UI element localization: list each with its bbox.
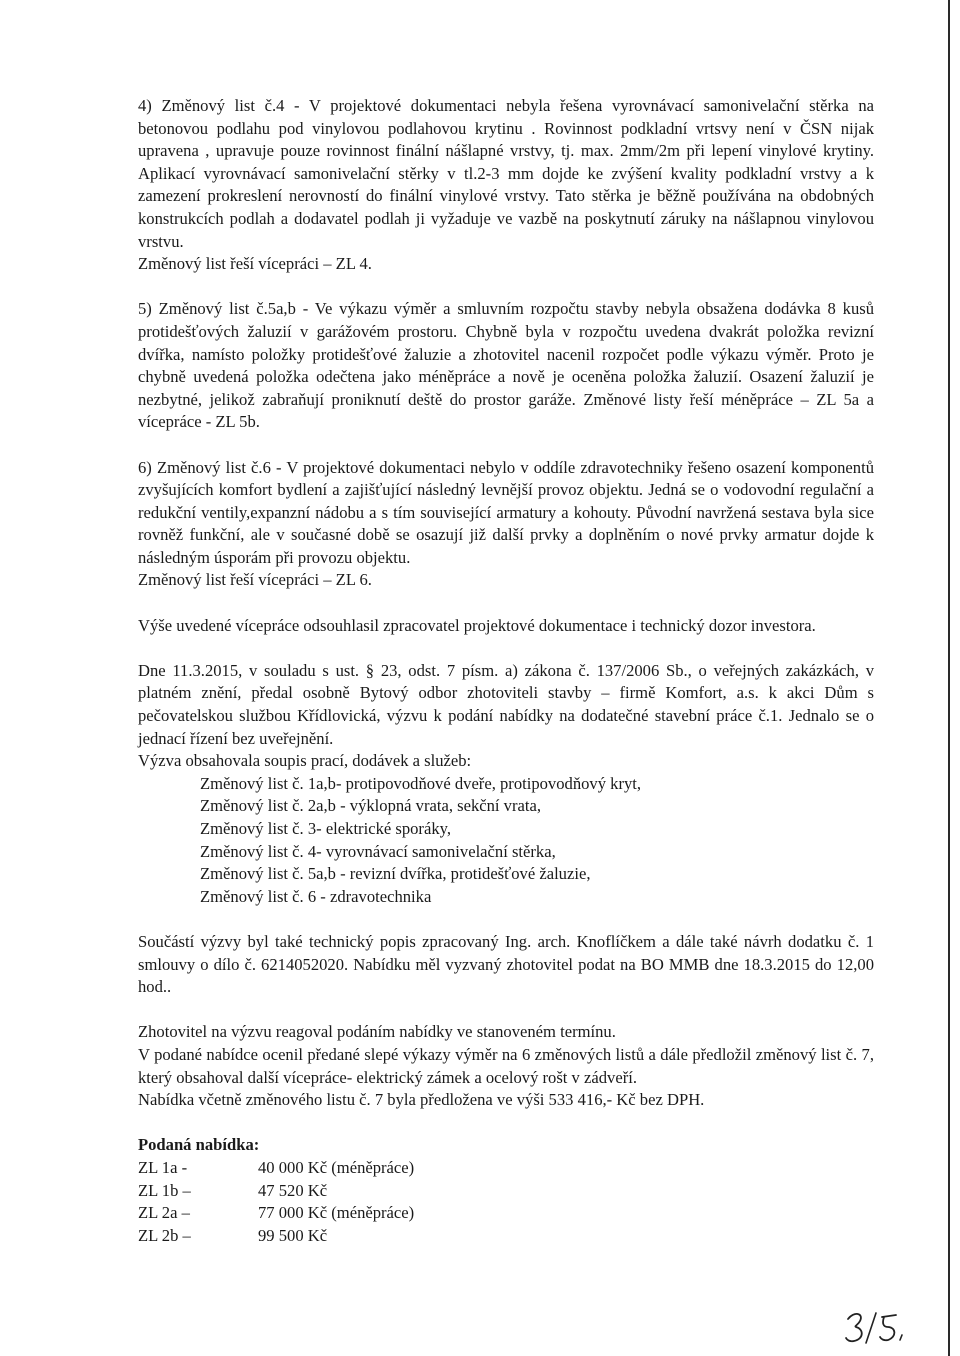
table-row [138, 1180, 414, 1203]
paragraph-reakce-1: Zhotovitel na výzvu reagoval podáním nabídky ve stanoveném termínu. [138, 1022, 616, 1042]
table-row [138, 1225, 414, 1248]
paragraph-reakce-3: Nabídka včetně změnového listu č. 7 byla předložena ve výši 533 416,- Kč bez DPH. [138, 1090, 705, 1110]
offer-value: 47 520 Kč [258, 1180, 328, 1200]
paragraph-zl4-footer: Změnový list řeší vícepráci – ZL 4. [138, 254, 372, 274]
table-row [138, 1157, 414, 1180]
paragraph-reakce-2: V podané nabídce ocenil předané slepé výkazy výměr na 6 změnových listů a dále předložil změnový list č. 7, který obsahoval další vícepráce- elektrický zámek a ocelový rošt v zádveří. [138, 1044, 874, 1087]
list-item: Změnový list č. 1a,b- protipovodňové dveře, protipovodňový kryt, [200, 773, 642, 793]
paragraph-approval: Výše uvedené vícepráce odsouhlasil zpracovatel projektové dokumentace i technický dozor investora. [138, 615, 816, 635]
offer-label: ZL 2b – [138, 1225, 191, 1245]
scan-edge-line [948, 0, 950, 1356]
list-item: Změnový list č. 5a,b - revizní dvířka, protidešťové žaluzie, [200, 864, 591, 884]
offer-value: 99 500 Kč [258, 1225, 328, 1245]
paragraph-zl4: 4) Změnový list č.4 - V projektové dokumentaci nebyla řešena vyrovnávací samonivelační stěrka na betonovou podlahu pod vinylovou podlahovou krytinu . Rovinnost podkladní vrtsvy není v ČSN nijak upravena , upravuje pouze rovinnost finální nášlapné vrstvy, tj. max. 2mm/2m při lepení vinylové krytiny. Aplikací vyrovnávací samonivelační stěrky v tl.2-3 mm dojde ke zvýšení kvality podkladní vrstvy a k zamezení prokreslení nerovností do finální vinylové vrstvy. Tato stěrka je běžně používána na obdobných konstrukcích podlah a dodavatel podlah ji vyžaduje ve vazbě na poskytnutí záruky na nášlapnou vinylovou vrstvu. [138, 96, 874, 251]
paragraph-zl6: 6) Změnový list č.6 - V projektové dokumentaci nebylo v oddíle zdravotechniky řešeno osazení komponentů zvyšujících komfort bydlení a zajišťující následný levnější provoz objektu. Jedná se o vodovodní regulační a redukční ventily,expanzní nádobu a s tím související armatury a kohouty. Původní navržená sestava byla sice rovněž funkční, ale v současné době se osazují již další prvky a doplněním o nové prvky armatur dojde k následným úsporám při provozu objektu. [138, 457, 874, 567]
paragraph-soucasti: Součástí výzvy byl také technický popis zpracovaný Ing. arch. Knoflíčkem a dále také návrh dodatku č. 1 smlouvy o dílo č. 6214052020. Nabídku měl vyzvaný zhotovitel podat na BO MMB dne 18.3.2015 do 12,00 hod.. [138, 931, 874, 997]
offer-value: 77 000 Kč (méněpráce) [258, 1203, 415, 1223]
paragraph-zl6-footer: Změnový list řeší vícepráci – ZL 6. [138, 570, 372, 590]
list-item: Změnový list č. 6 - zdravotechnika [200, 886, 432, 906]
paragraph-date: Dne 11.3.2015, v souladu s ust. § 23, odst. 7 písm. a) zákona č. 137/2006 Sb., o veřejných zakázkách, v platném znění, předal osobně Bytový odbor zhotoviteli stavby – firmě Komfort, a.s. k akci Dům s pečovatelskou službou Křídlovická, výzvu k podání nabídky na dodatečné stavební práce č.1. Jednalo se o jednací řízení bez uveřejnění. [138, 660, 874, 748]
vyzva-list [200, 773, 874, 909]
list-item: Změnový list č. 3- elektrické sporáky, [200, 819, 451, 838]
handwritten-page-mark [842, 1305, 912, 1347]
offer-label: ZL 2a – [138, 1203, 190, 1223]
list-item: Změnový list č. 4- vyrovnávací samonivelační stěrka, [200, 841, 556, 861]
paragraph-zl5: 5) Změnový list č.5a,b - Ve výkazu výměr a smluvním rozpočtu stavby nebyla obsažena dodávka 8 kusů protidešťových žaluzií v garážovém prostoru. Chybně byla v rozpočtu uvedena dvakrát položka revizní dvířka, namísto položky protidešťové žaluzie a zhotovitel nacenil rozpočet podle výkazu výměr. Proto je chybně uvedená položka odečtena jako méněpráce a nově je oceněna položka žaluzií. Osazení žaluzií je nezbytné, jelikož zabraňují proniknutí deště do prostor garáže. Změnové listy řeší méněpráce – ZL 5a a vícepráce - ZL 5b. [138, 299, 874, 432]
offer-label: ZL 1b – [138, 1180, 191, 1200]
handwritten-page-mark-icon [842, 1305, 912, 1347]
paragraph-vyzva-intro: Výzva obsahovala soupis prací, dodávek a služeb: [138, 751, 472, 771]
offer-heading: Podaná nabídka: [138, 1135, 260, 1155]
list-item: Změnový list č. 2a,b - výklopná vrata, sekční vrata, [200, 796, 541, 816]
table-row [138, 1202, 414, 1225]
offer-label: ZL 1a - [138, 1157, 188, 1177]
document-page [138, 95, 874, 1247]
offer-table [138, 1157, 414, 1247]
offer-value: 40 000 Kč (méněpráce) [258, 1157, 415, 1177]
